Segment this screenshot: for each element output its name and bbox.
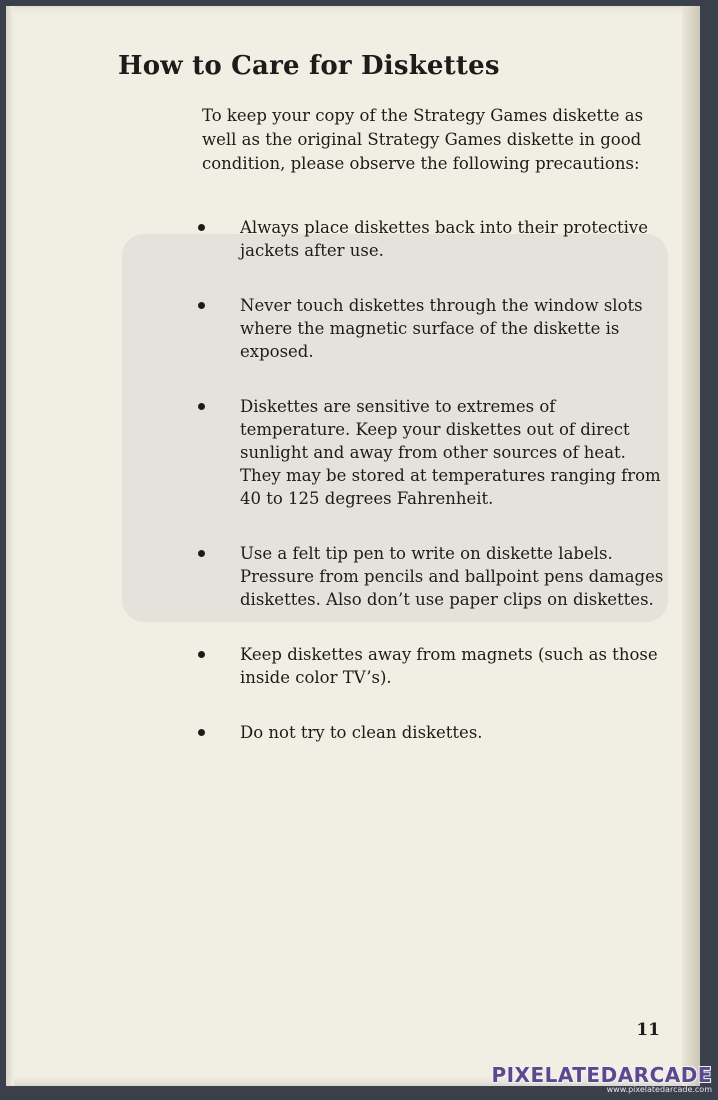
bullet-icon [198,651,205,658]
precaution-text: Always place diskettes back into their protective jackets after use. [240,218,648,260]
precaution-text: Diskettes are sensitive to extremes of temperature. Keep your diskettes out of direct sunlight and away from other sources of heat. They may be stored at temperatures ranging from 40 to 125 degrees Fahrenheit. [240,397,661,508]
manual-page [6,6,700,1086]
precaution-text: Never touch diskettes through the window slots where the magnetic surface of the diskette is exposed. [240,296,643,361]
precautions-list [198,216,668,776]
list-item [198,643,668,689]
page-title: How to Care for Diskettes [118,51,500,81]
list-item [198,542,668,611]
bullet-icon [198,729,205,736]
list-item [198,395,668,510]
list-item [198,721,668,744]
bullet-icon [198,224,205,231]
page-spine-shadow [6,6,14,1086]
precaution-text: Keep diskettes away from magnets (such as those inside color TV’s). [240,645,658,687]
list-item [198,216,668,262]
intro-paragraph: To keep your copy of the Strategy Games diskette as well as the original Strategy Games diskette in good condition, please observe the following precautions: [202,106,644,173]
bullet-icon [198,302,205,309]
page-edge-shadow [682,6,700,1086]
watermark-name: PIXELATEDARCADE [491,1063,712,1087]
precaution-text: Use a felt tip pen to write on diskette labels. Pressure from pencils and ballpoint pens damages diskettes. Also don’t use paper clips on diskettes. [240,544,664,609]
watermark-url: www.pixelatedarcade.com [606,1085,712,1094]
bullet-icon [198,550,205,557]
site-watermark [491,1065,712,1094]
page-number: 11 [636,1020,660,1040]
precaution-text: Do not try to clean diskettes. [240,723,483,742]
bullet-icon [198,403,205,410]
list-item [198,294,668,363]
